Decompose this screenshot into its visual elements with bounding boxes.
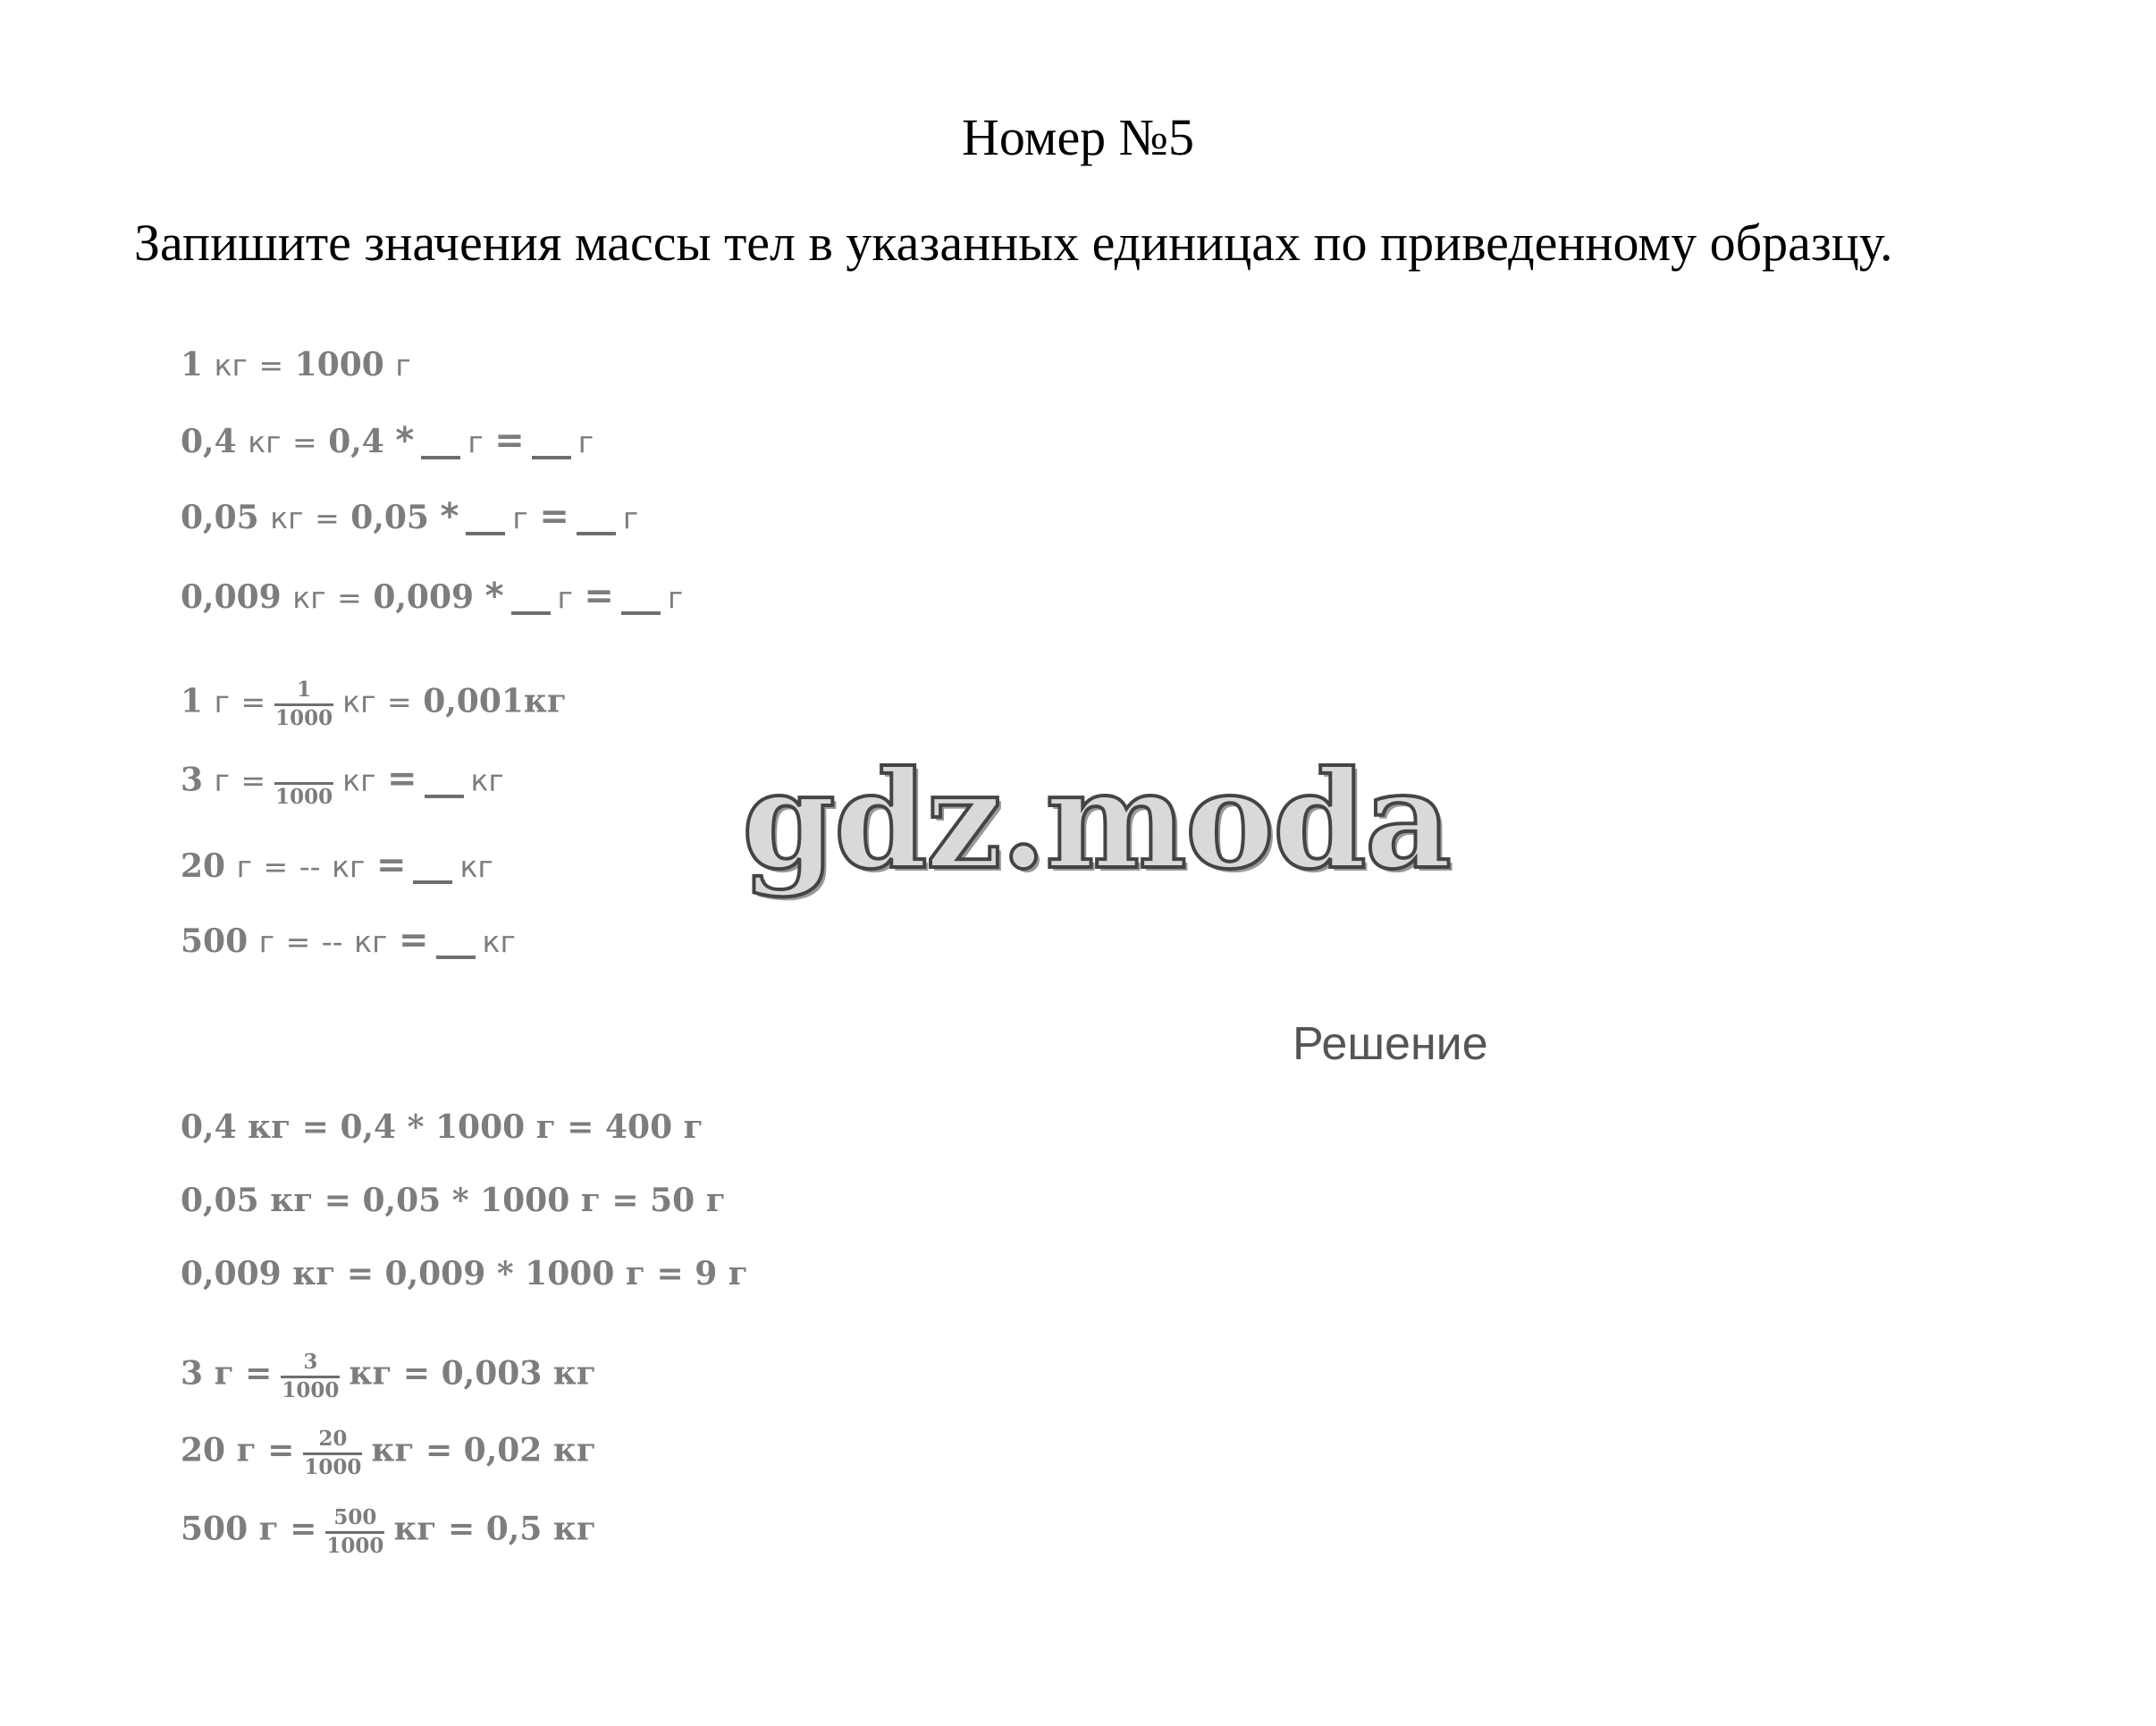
fraction: $\frac{1}{1000}$ <box>275 678 333 730</box>
answer-blank <box>511 611 551 615</box>
solution-row-5: 20 г = $\frac{20}{1000}$ кг = 0,02 кг <box>181 1427 596 1479</box>
answer-blank <box>436 956 476 959</box>
fraction: 1000 <box>274 758 333 807</box>
answer-blank <box>466 532 505 535</box>
solution-row-3: 0,009 кг = 0,009 * 1000 г = 9 г <box>181 1255 748 1292</box>
fraction: $\frac{3}{1000}$ <box>282 1350 340 1402</box>
answer-blank <box>621 611 661 615</box>
exercise-row-4: 3 г = 1000 кг = кг <box>181 758 504 809</box>
solution-row-1: 0,4 кг = 0,4 * 1000 г = 400 г <box>181 1108 703 1146</box>
exercise-row-2: 0,05 кг = 0,05 * г = г <box>181 496 639 537</box>
exercise-row-6: 500 г = -- кг = кг <box>181 920 516 961</box>
task-statement: Запишите значения массы тел в указанных единицах по приведенному образцу. <box>134 214 1893 272</box>
example-kg-to-g: 1 кг = 1000 г <box>181 346 411 383</box>
answer-blank <box>532 456 571 459</box>
exercise-row-1: 0,4 кг = 0,4 * г = г <box>181 420 594 461</box>
fraction: $\frac{500}{1000}$ <box>326 1505 384 1558</box>
page-title: Номер №5 <box>961 108 1195 166</box>
solution-row-2: 0,05 кг = 0,05 * 1000 г = 50 г <box>181 1182 726 1219</box>
answer-blank <box>421 456 460 459</box>
answer-blank <box>577 532 616 535</box>
exercise-row-5: 20 г = -- кг = кг <box>181 845 493 886</box>
watermark-logo: gdz.moda <box>742 742 1451 899</box>
example-g-to-kg: 1 г = $\frac{1}{1000}$ кг = 0,001кг <box>181 678 567 730</box>
solution-row-4: 3 г = $\frac{3}{1000}$ кг = 0,003 кг <box>181 1350 596 1402</box>
answer-blank <box>413 880 452 884</box>
solution-heading: Решение <box>1293 1018 1488 1070</box>
exercise-row-3: 0,009 кг = 0,009 * г = г <box>181 576 684 617</box>
answer-blank <box>425 795 464 798</box>
fraction: $\frac{20}{1000}$ <box>304 1427 362 1479</box>
solution-row-6: 500 г = $\frac{500}{1000}$ кг = 0,5 кг <box>181 1505 596 1558</box>
